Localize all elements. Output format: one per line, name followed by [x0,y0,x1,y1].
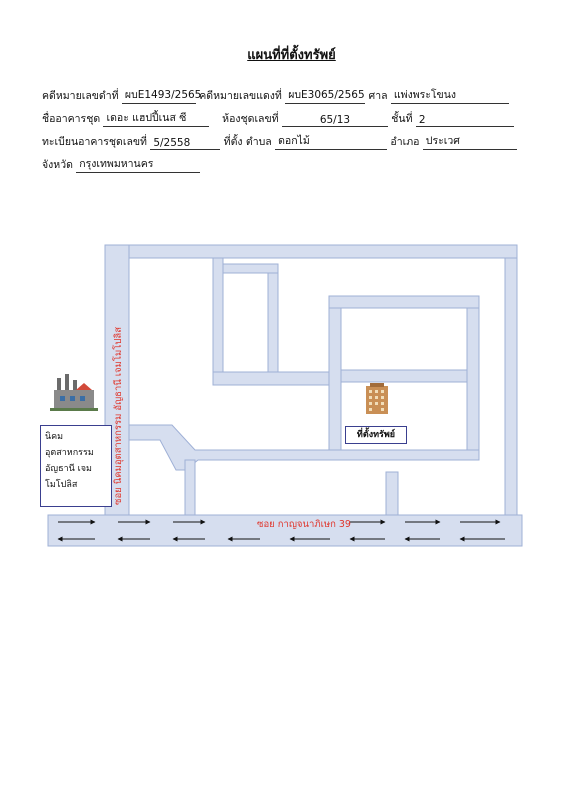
factory-icon [50,374,98,411]
building-icon [366,383,388,414]
spur-road-right [386,472,398,515]
province-label: จังหวัด [42,159,73,171]
province-value: กรุงเทพมหานคร [76,155,200,173]
location-label: ที่ตั้ง [223,136,243,148]
top-road [129,245,517,258]
inner-road-left [213,258,223,385]
subdistrict-label: ตำบล [245,136,272,148]
inner-road-top [223,264,278,273]
registration-value: 5/2558 [150,137,220,150]
right-edge-road [505,258,517,515]
registration-label: ทะเบียนอาคารชุดเลขที่ [42,136,147,148]
industrial-estate-label: นิคม อุตสาหกรรม อัญธานี เจม โมโปลิส [40,425,112,507]
subdistrict-value: ดอกไม้ [275,132,387,150]
black-case-value: ผบE1493/2565 [122,86,196,104]
vertical-road-label: ซอย นิคมอุตสาหกรรม อัญธานี เจมโมโปลิส [113,327,124,505]
district-label: อำเภอ [390,136,420,148]
building-value: เดอะ แฮปปี้เนส ซี [103,109,209,127]
inner-road-bottom [213,372,329,385]
floor-value: 2 [416,114,514,127]
block-road-middle [341,370,467,382]
property-location-label: ที่ตั้งทรัพย์ [345,426,407,444]
unit-value: 65/13 [282,114,388,127]
building-label: ชื่ออาคารชุด [42,113,101,125]
court-label: ศาล [368,90,388,102]
main-road-label: ซอย กาญจนาภิเษก 39 [257,519,351,530]
red-case-label: คดีหมายเลขแดงที่ [199,90,282,102]
floor-label: ชั้นที่ [391,113,413,125]
red-case-value: ผบE3065/2565 [285,86,365,104]
block-road-left [329,308,341,450]
connector-road [129,425,479,470]
unit-label: ห้องชุดเลขที่ [222,113,279,125]
district-value: ประเวศ [423,132,517,150]
block-road-top [329,296,479,308]
block-road-right [467,308,479,458]
inner-road-right [268,273,278,385]
spur-road-left [185,460,195,515]
page-title: แผนที่ที่ตั้งทรัพย์ [247,48,336,63]
court-value: แพ่งพระโขนง [391,86,509,104]
black-case-label: คดีหมายเลขดำที่ [42,90,119,102]
